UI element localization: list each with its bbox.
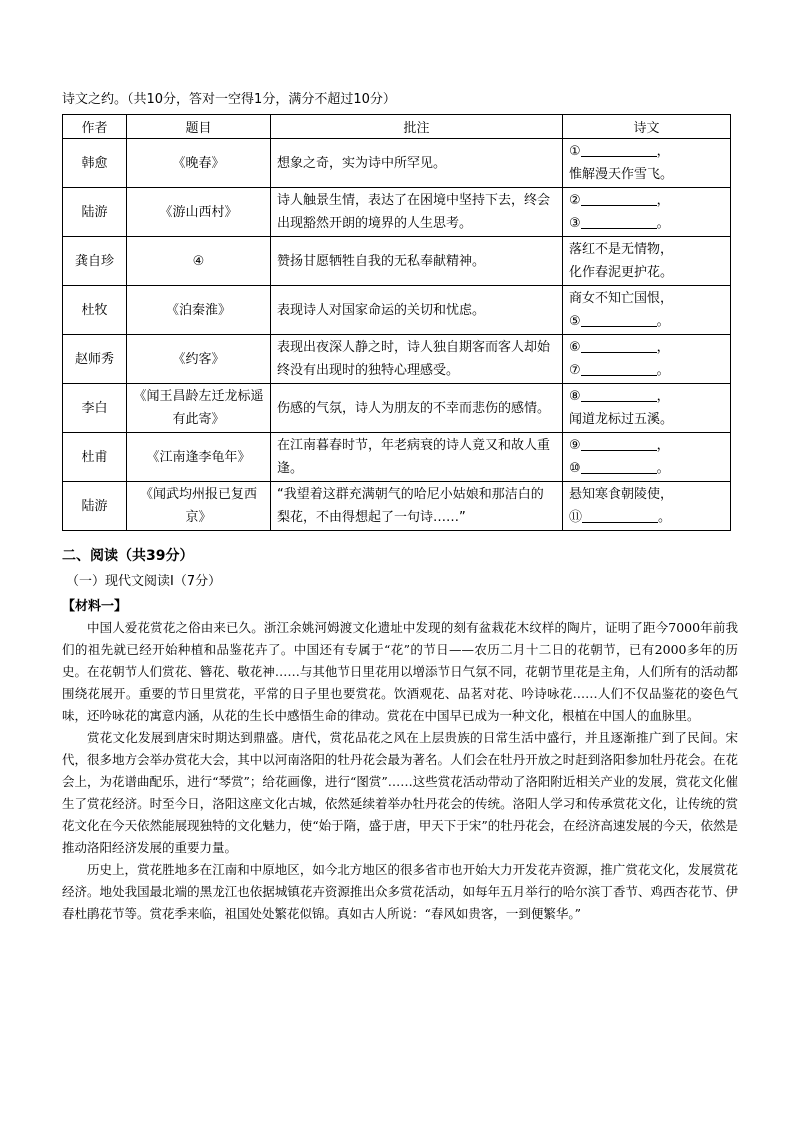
- answer-blank[interactable]: [582, 508, 658, 523]
- title-cell: 《晚春》: [127, 139, 271, 188]
- poem-line: ② ，: [569, 193, 670, 208]
- note-cell: 表现出夜深人静之时，诗人独自期客而客人却始终没有出现时的独特心理感受。: [271, 335, 563, 384]
- table-row: [63, 384, 731, 433]
- poem-cell: [563, 188, 731, 237]
- table-row: [63, 286, 731, 335]
- blank-number: ⑤: [569, 314, 581, 329]
- section-heading: 二、阅读（共39分）: [62, 548, 194, 564]
- author-cell: 陆游: [63, 188, 127, 237]
- note-cell: 赞扬甘愿牺牲自我的无私奉献精神。: [271, 237, 563, 286]
- table-row: [63, 139, 731, 188]
- author-cell: 韩愈: [63, 139, 127, 188]
- blank-number: ⑩: [569, 461, 581, 476]
- poem-line: 闻道龙标过五溪。: [569, 412, 674, 427]
- table-row: [63, 335, 731, 384]
- poem-line: 商女不知亡国恨，: [569, 291, 674, 306]
- poem-line: ⑦ 。: [569, 363, 670, 378]
- header-title: 题目: [127, 115, 271, 139]
- note-cell: 表现诗人对国家命运的关切和忧虑。: [271, 286, 563, 335]
- title-cell: 《闻王昌龄左迁龙标遥有此寄》: [127, 384, 271, 433]
- poem-cell: [563, 433, 731, 482]
- title-cell: 《约客》: [127, 335, 271, 384]
- title-cell: ④: [127, 237, 271, 286]
- poem-cell: [563, 482, 731, 531]
- answer-blank[interactable]: [581, 387, 657, 402]
- note-cell: 伤感的气氛，诗人为朋友的不幸而悲伤的感情。: [271, 384, 563, 433]
- paragraph: 中国人爱花赏花之俗由来已久。浙江余姚河姆渡文化遗址中发现的刻有盆栽花木纹样的陶片，证明了距今7000年前我们的祖先就已经开始种植和品鉴花卉了。中国还有专属于“花”的节日——农历二月十二日的花朝节，已有2000多年的历史。在花朝节人们赏花、簪花、敬花神……与其他节日里花用以增添节日气氛不同，花朝节里花是主角，人们所有的活动都围绕花展开。重要的节日里赏花，平常的日子里也要赏花。饮酒观花、品茗对花、吟诗咏花……人们不仅品鉴花的姿色气味，还吟咏花的寓意内涵，从花的生长中感悟生命的律动。赏花在中国早已成为一种文化，根植在中国人的血脉里。: [62, 620, 738, 723]
- title-cell: 《闻武均州报已复西京》: [127, 482, 271, 531]
- note-cell: 想象之奇，实为诗中所罕见。: [271, 139, 563, 188]
- poem-cell: [563, 237, 731, 286]
- answer-blank[interactable]: [581, 361, 657, 376]
- blank-number: ⑪: [569, 510, 583, 525]
- table-row: [63, 188, 731, 237]
- poem-cell: [563, 286, 731, 335]
- poem-line: ⑪ 。: [569, 510, 672, 525]
- poem-line: 惟解漫天作雪飞。: [569, 167, 674, 182]
- title-cell: 《江南逢李龟年》: [127, 433, 271, 482]
- poem-line: 悬知寒食朝陵使，: [569, 487, 674, 502]
- blank-number: ⑧: [569, 389, 581, 404]
- table-row: [63, 433, 731, 482]
- material-heading: 【材料一】: [62, 599, 128, 614]
- paragraph: 历史上，赏花胜地多在江南和中原地区，如今北方地区的很多省市也开始大力开发花卉资源，推广赏花文化，发展赏花经济。地处我国最北端的黑龙江也依据城镇花卉资源推出众多赏花活动，如每年五月举行的哈尔滨丁香节、鸡西杏花节、伊春杜鹃花节等。赏花季来临，祖国处处繁花似锦。真如古人所说：“春风如贵客，一到便繁华。”: [62, 862, 738, 921]
- blank-number: ②: [569, 193, 581, 208]
- blank-number: ①: [569, 144, 581, 159]
- answer-blank[interactable]: [581, 459, 657, 474]
- header-note: 批注: [271, 115, 563, 139]
- answer-blank[interactable]: [581, 436, 657, 451]
- poem-line: ③ 。: [569, 216, 670, 231]
- poem-line: ⑧ ，: [569, 389, 670, 404]
- blank-number: ⑥: [569, 340, 581, 355]
- author-cell: 李白: [63, 384, 127, 433]
- author-cell: 赵师秀: [63, 335, 127, 384]
- poem-line: ① ，: [569, 144, 670, 159]
- blank-number: ⑦: [569, 363, 581, 378]
- blank-number: ③: [569, 216, 581, 231]
- poem-line: 化作春泥更护花。: [569, 265, 674, 280]
- poem-line: 落红不是无情物，: [569, 242, 674, 257]
- blank-number: ⑨: [569, 438, 581, 453]
- title-cell: 《泊秦淮》: [127, 286, 271, 335]
- paragraph: 赏花文化发展到唐宋时期达到鼎盛。唐代，赏花品花之风在上层贵族的日常生活中盛行，并且逐渐推广到了民间。宋代，很多地方会举办赏花大会，其中以河南洛阳的牡丹花会最为著名。人们会在牡丹开放之时赶到洛阳参加牡丹花会。在花会上，为花谱曲配乐，进行“琴赏”；给花画像，进行“图赏”……这些赏花活动带动了洛阳附近相关产业的发展，赏花文化催生了赏花经济。时至今日，洛阳这座文化古城，依然延续着举办牡丹花会的传统。洛阳人学习和传承赏花文化，让传统的赏花文化在今天依然能展现独特的文化魅力，使“始于隋，盛于唐，甲天下于宋”的牡丹花会，在经济高速发展的今天，依然是推动洛阳经济发展的重要力量。: [62, 730, 738, 855]
- table-row: [63, 237, 731, 286]
- title-cell: 《游山西村》: [127, 188, 271, 237]
- sub-heading: （一）现代文阅读Ⅰ（7分）: [66, 574, 222, 589]
- table-row: [63, 482, 731, 531]
- poem-cell: [563, 139, 731, 188]
- reading-passage: [62, 617, 738, 925]
- answer-blank[interactable]: [581, 142, 657, 157]
- answer-blank[interactable]: [581, 312, 657, 327]
- header-author: 作者: [63, 115, 127, 139]
- note-cell: 在江南暮春时节，年老病衰的诗人竟又和故人重逢。: [271, 433, 563, 482]
- poem-line: ⑤ 。: [569, 314, 670, 329]
- poetry-table: [62, 114, 731, 531]
- author-cell: 杜牧: [63, 286, 127, 335]
- poem-cell: [563, 384, 731, 433]
- poem-line: ⑨ ，: [569, 438, 670, 453]
- poem-line: ⑥ ，: [569, 340, 670, 355]
- table-header-row: [63, 115, 731, 139]
- author-cell: 陆游: [63, 482, 127, 531]
- header-poem: 诗文: [563, 115, 731, 139]
- author-cell: 杜甫: [63, 433, 127, 482]
- poem-cell: [563, 335, 731, 384]
- question-intro: 诗文之约。（共10分，答对一空得1分，满分不超过10分）: [62, 92, 396, 107]
- note-cell: 诗人触景生情，表达了在困境中坚持下去，终会出现豁然开朗的境界的人生思考。: [271, 188, 563, 237]
- poem-line: ⑩ 。: [569, 461, 670, 476]
- note-cell: “我望着这群充满朝气的哈尼小姑娘和那洁白的梨花，不由得想起了一句诗……”: [271, 482, 563, 531]
- answer-blank[interactable]: [581, 214, 657, 229]
- author-cell: 龚自珍: [63, 237, 127, 286]
- answer-blank[interactable]: [581, 338, 657, 353]
- answer-blank[interactable]: [581, 191, 657, 206]
